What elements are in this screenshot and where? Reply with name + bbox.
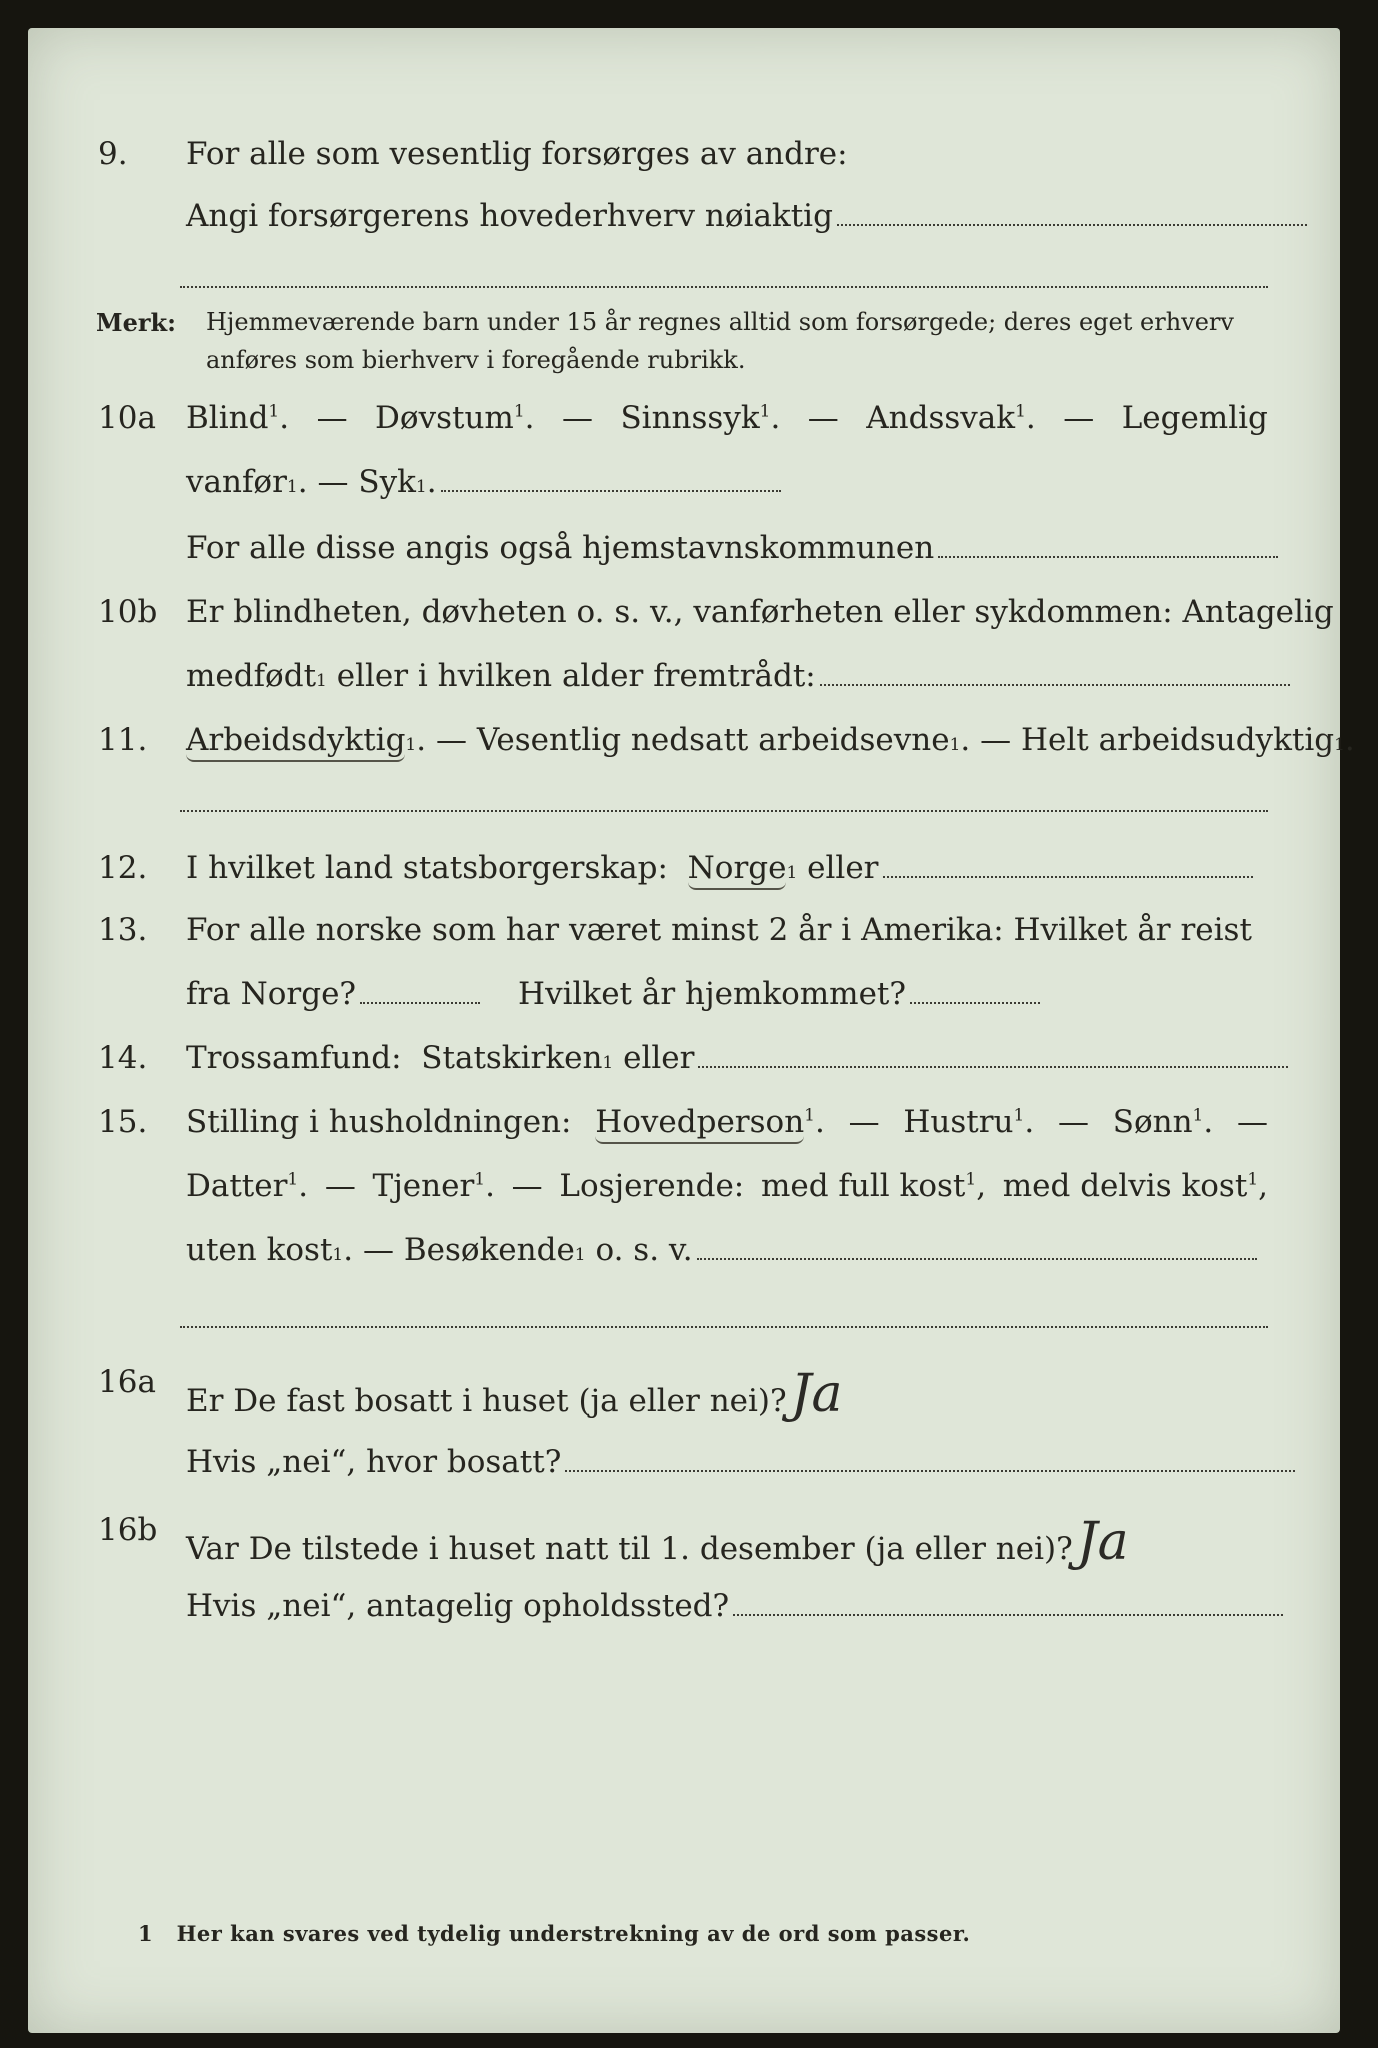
q9-line2 bbox=[186, 198, 1307, 234]
q12-norge: Norge bbox=[688, 850, 787, 890]
q16b-line2: Hvis „nei“, antagelig opholdssted? bbox=[186, 1588, 1283, 1624]
q10b-answer-field[interactable] bbox=[820, 683, 1290, 686]
q10a-legemlig: Legemlig bbox=[1121, 400, 1268, 436]
q10a-number: 10a bbox=[98, 400, 156, 436]
q13-line1: For alle norske som har været minst 2 år i Amerika: Hvilket år reist bbox=[186, 912, 1252, 948]
footnote-mark: 1 bbox=[138, 1921, 154, 1946]
q10b-number: 10b bbox=[98, 594, 158, 630]
merk-line2: anføres som bierhverv i foregående rubrikk. bbox=[206, 346, 746, 374]
q10a-line2: vanfør 1 . — Syk 1 . bbox=[186, 464, 781, 500]
q10a-andssvak: Andssvak$^1$. bbox=[866, 400, 1036, 436]
q12-answer-field[interactable] bbox=[883, 875, 1253, 878]
q10a-sinnssyk: Sinnssyk$^1$. bbox=[620, 400, 781, 436]
q11-number: 11. bbox=[98, 722, 148, 758]
q11-nedsatt: Vesentlig nedsatt arbeidsevne bbox=[476, 722, 950, 758]
q13-number: 13. bbox=[98, 912, 148, 948]
q11-arbeidsdyktig: Arbeidsdyktig bbox=[186, 722, 405, 762]
merk-label: Merk: bbox=[96, 308, 176, 337]
q10a-dovstum: Døvstum$^1$. bbox=[375, 400, 535, 436]
q16a-number: 16a bbox=[98, 1364, 156, 1400]
census-form-page bbox=[28, 28, 1355, 2033]
q13-hjemkommet-field[interactable] bbox=[910, 1001, 1040, 1004]
q16a-line2: Hvis „nei“, hvor bosatt? bbox=[186, 1444, 1295, 1480]
q11-line: Arbeidsdyktig 1 . — Vesentlig nedsatt arbeidsevne 1 . — Helt arbeidsudyktig 1 . bbox=[186, 722, 1355, 762]
q16b-number: 16b bbox=[98, 1512, 158, 1548]
q16b-line1: Var De tilstede i huset natt til 1. desember (ja eller nei)? Ja bbox=[186, 1512, 1129, 1572]
q13-line2: fra Norge? Hvilket år hjemkommet? bbox=[186, 976, 1040, 1012]
q16a-handwritten-answer: Ja bbox=[790, 1364, 843, 1424]
q15-hovedperson: Hovedperson bbox=[595, 1104, 804, 1144]
q15-line1: Stilling i husholdningen: Hovedperson$^1$. — Hustru$^1$. — Sønn$^1$. — bbox=[186, 1104, 1268, 1140]
q14-number: 14. bbox=[98, 1040, 148, 1076]
q15-answer-line2[interactable] bbox=[180, 1326, 1268, 1328]
q10a-hjemstavn-field[interactable] bbox=[938, 555, 1278, 558]
sep: — bbox=[316, 400, 348, 436]
q16b-handwritten-answer: Ja bbox=[1076, 1512, 1129, 1572]
q9-line2-text: Angi forsørgerens hovederhverv nøiaktig bbox=[186, 198, 833, 234]
q15-answer-field[interactable] bbox=[697, 1257, 1257, 1260]
q10a-line3: For alle disse angis også hjemstavnskommunen bbox=[186, 530, 1278, 566]
q9-line1: For alle som vesentlig forsørges av andre: bbox=[186, 136, 848, 172]
q16a-bosatt-field[interactable] bbox=[565, 1469, 1295, 1472]
q15-line2: Datter$^1$. — Tjener$^1$. — Losjerende: med full kost$^1$, med delvis kost$^1$, bbox=[186, 1168, 1268, 1204]
q13-reist-field[interactable] bbox=[360, 1001, 480, 1004]
q11-answer-line[interactable] bbox=[180, 810, 1268, 812]
q14-answer-field[interactable] bbox=[698, 1065, 1288, 1068]
q12-number: 12. bbox=[98, 850, 148, 886]
q15-number: 15. bbox=[98, 1104, 148, 1140]
footnote-text: Her kan svares ved tydelig understrekning av de ord som passer. bbox=[176, 1921, 971, 1946]
q10a-line1 bbox=[186, 400, 1268, 436]
q9-answer-line2[interactable] bbox=[180, 286, 1268, 288]
q9-number: 9. bbox=[98, 136, 128, 172]
sep: — bbox=[1063, 400, 1095, 436]
q15-line3: uten kost 1 . — Besøkende 1 o. s. v. bbox=[186, 1232, 1257, 1268]
merk-line1: Hjemmeværende barn under 15 år regnes alltid som forsørgede; deres eget erhverv bbox=[206, 308, 1234, 336]
q14-line: Trossamfund: Statskirken 1 eller bbox=[186, 1040, 1288, 1076]
q12-line: I hvilket land statsborgerskap: Norge 1 eller bbox=[186, 850, 1253, 890]
q10b-line1: Er blindheten, døvheten o. s. v., vanførheten eller sykdommen: Antagelig bbox=[186, 594, 1334, 630]
q11-udyktig: Helt arbeidsudyktig bbox=[1020, 722, 1335, 758]
q14-statskirken: Statskirken bbox=[421, 1040, 603, 1076]
q9-answer-field[interactable] bbox=[837, 223, 1307, 226]
q16b-opholdssted-field[interactable] bbox=[733, 1613, 1283, 1616]
q10a-blind: Blind$^1$. bbox=[186, 400, 290, 436]
q10a-syk-field[interactable] bbox=[441, 489, 781, 492]
sep: — bbox=[561, 400, 593, 436]
q10b-line2: medfødt 1 eller i hvilken alder fremtrådt: bbox=[186, 658, 1290, 694]
sep: — bbox=[807, 400, 839, 436]
q16a-line1: Er De fast bosatt i huset (ja eller nei)? Ja bbox=[186, 1364, 843, 1424]
footnote bbox=[138, 1921, 970, 1946]
